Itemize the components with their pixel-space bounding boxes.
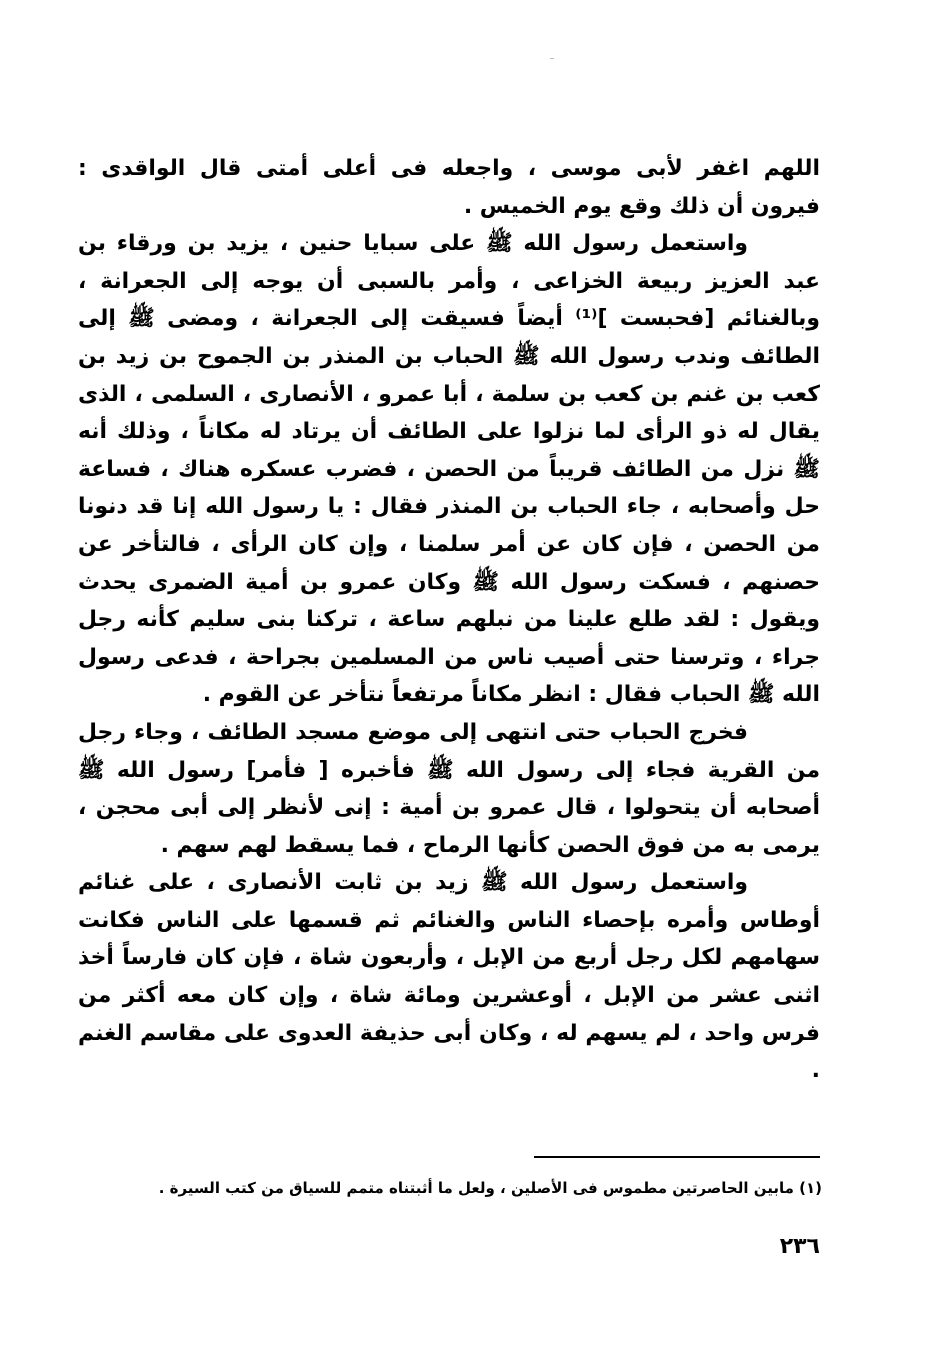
paragraph-3: فخرج الحباب حتى انتهى إلى موضع مسجد الطائف ، وجاء رجل من القرية فجاء إلى رسول الله ﷺ فأخبره [ فأمر] رسول الله ﷺ أصحابه أن يتحولوا ، قال عمرو بن أمية : إنى لأنظر إلى أبى محجن ، يرمى به من فوق الحصن كأنها الرماح ، فما يسقط لهم سهم . [78,719,820,858]
footnote-separator [534,1156,820,1158]
body-text [78,150,820,1090]
page-number: ٢٣٦ [779,1234,820,1259]
paragraph-4: واستعمل رسول الله ﷺ زيد بن ثابت الأنصارى ، على غنائم أوطاس وأمره بإحصاء الناس والغنائم ثم قسمها على الناس فكانت سهامهم لكل رجل أربع من الإبل ، وأربعون شاة ، فإن كان فارساً أخذ اثنى عشر من الإبل ، أوعشرين ومائة شاة ، وإن كان معه أكثر من فرس واحد ، لم يسهم له ، وكان أبى حذيفة العدوى على مقاسم الغنم . [78,870,820,1084]
paragraph-2: واستعمل رسول الله ﷺ على سبايا حنين ، يزيد بن ورقاء بن عبد العزيز ربيعة الخزاعى ، وأمر بالسبى أن يوجه إلى الجعرانة ، وبالغنائم [فحبست ]⁽¹⁾ أيضاً فسيقت إلى الجعرانة ، ومضى ﷺ إلى الطائف وندب رسول الله ﷺ الحباب بن المنذر بن الجموح بن زيد بن كعب بن غنم بن كعب بن سلمة ، أبا عمرو ، الأنصارى ، السلمى ، الذى يقال له ذو الرأى لما نزلوا على الطائف أن يرتاد له مكاناً ، وذلك أنه ﷺ نزل من الطائف قريباً من الحصن ، فضرب عسكره هناك ، فساعة حل وأصحابه ، جاء الحباب بن المنذر فقال : يا رسول الله إنا قد دنونا من الحصن ، فإن كان عن أمر سلمنا ، وإن كان الرأى ، فالتأخر عن حصنهم ، فسكت رسول الله ﷺ وكان عمرو بن أمية الضمرى يحدث ويقول : لقد طلع علينا من نبلهم ساعة ، تركنا بنى سليم كأنه رجل جراء ، وترسنا حتى أصيب ناس من المسلمين بجراحة ، فدعى رسول الله ﷺ الحباب فقال : انظر مكاناً مرتفعاً نتأخر عن القوم . [78,231,820,708]
paragraph-1: اللهم اغفر لأبى موسى ، واجعله فى أعلى أمتى قال الواقدى : فيرون أن ذلك وقع يوم الخميس . [78,156,820,219]
scan-speck [550,58,554,59]
footnote: (١) مابين الحاصرتين مطموس فى الأصلين ، ولعل ما أثبتناه متمم للسياق من كتب السيرة . [158,1179,822,1197]
